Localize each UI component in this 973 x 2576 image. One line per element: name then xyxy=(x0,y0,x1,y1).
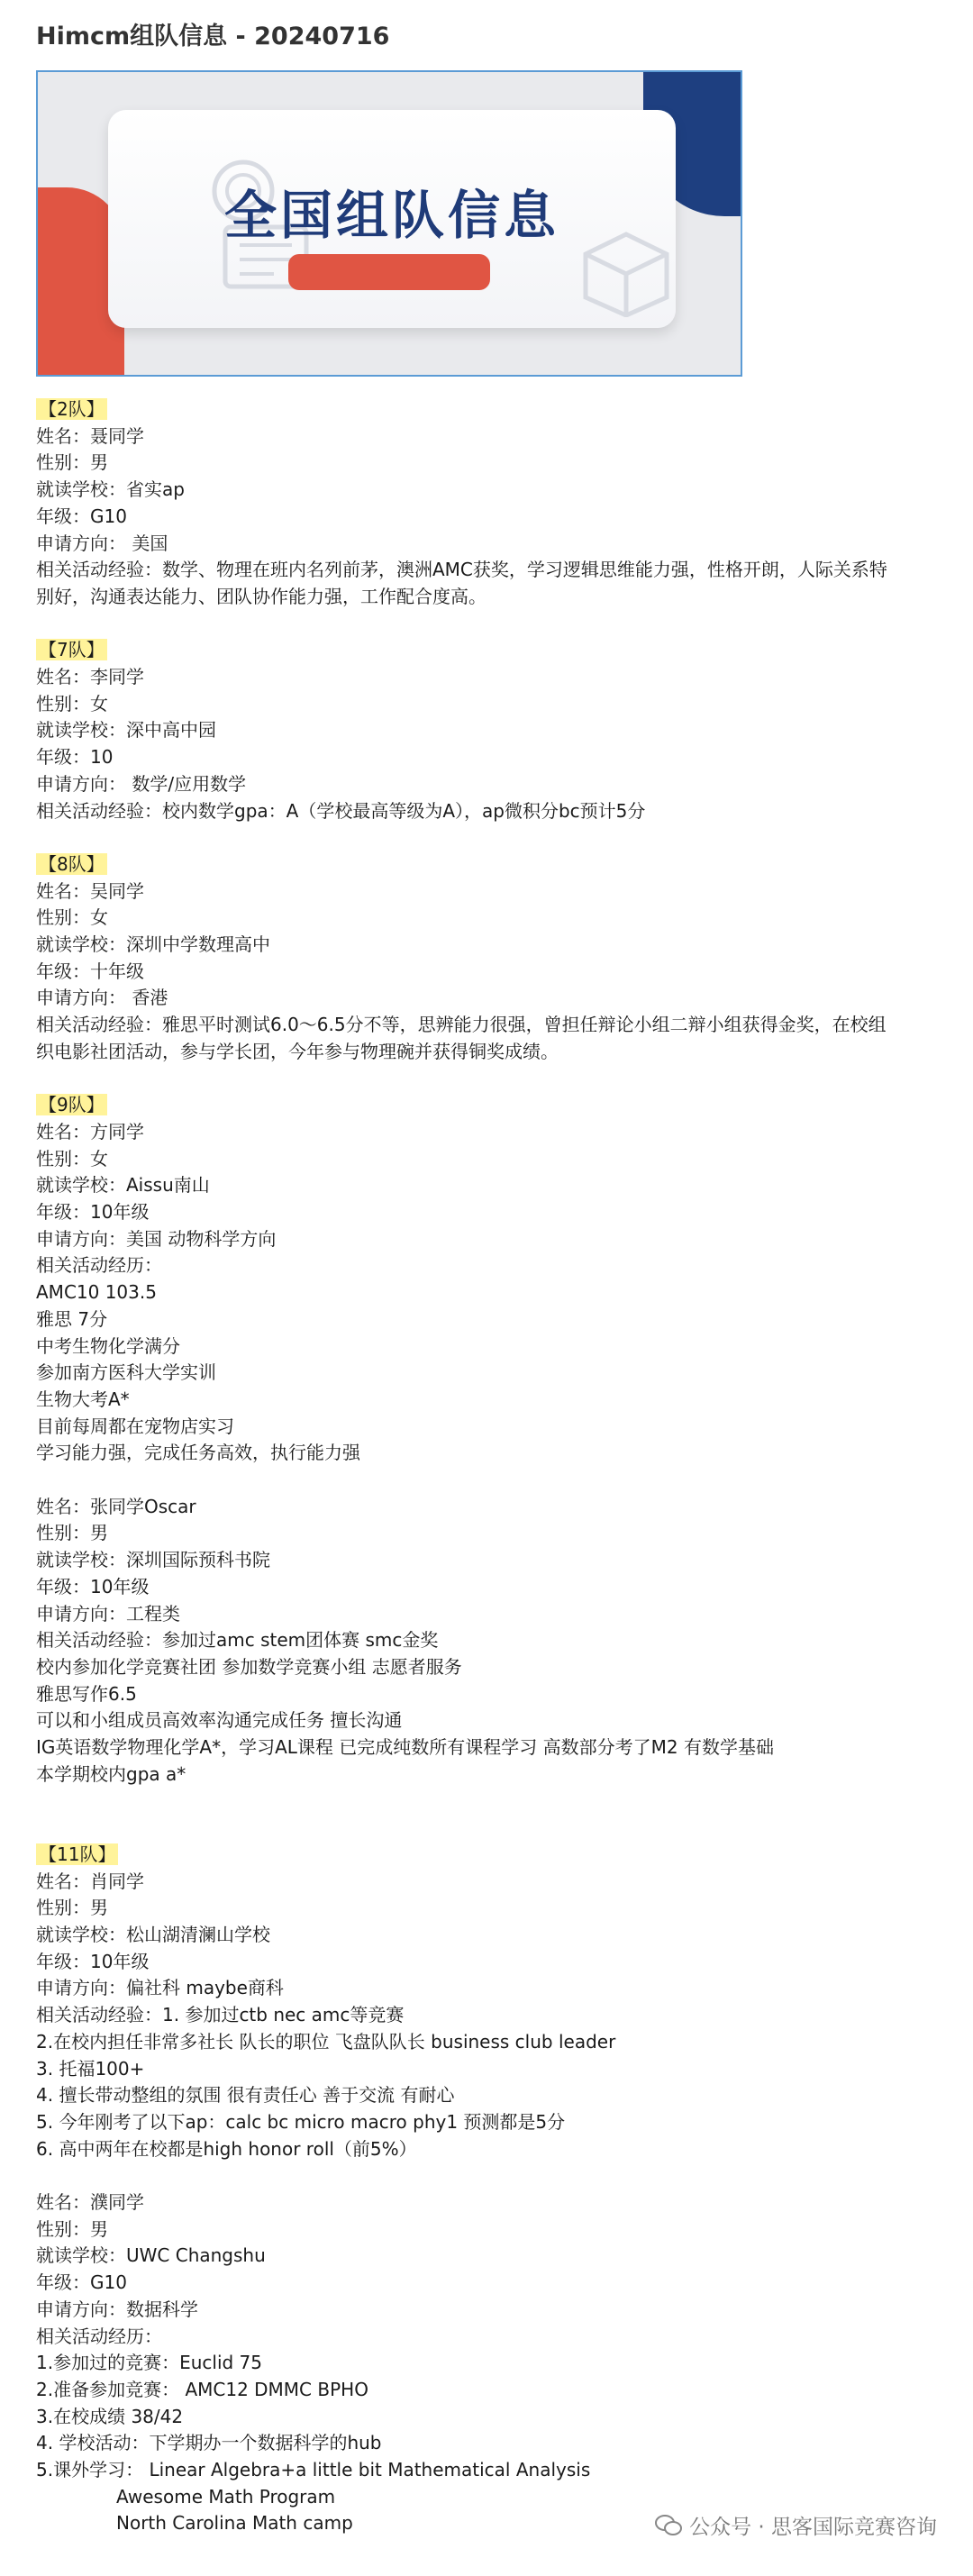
section-gap xyxy=(36,611,946,638)
info-line: 性别：男 xyxy=(36,2217,108,2240)
info-line: 相关活动经验：参加过amc stem团体赛 smc金奖 xyxy=(36,1629,439,1652)
info-line: 4. 学校活动：下学期办一个数据科学的hub xyxy=(36,2432,382,2454)
info-line: 申请方向： 数学/应用数学 xyxy=(36,772,247,795)
info-line: 性别：女 xyxy=(36,906,108,929)
info-line: 相关活动经验：校内数学gpa：A（学校最高等级为A），ap微积分bc预计5分 xyxy=(36,799,646,822)
team-heading xyxy=(36,851,946,878)
info-line: 校内参加化学竞赛社团 参加数学竞赛小组 志愿者服务 xyxy=(36,1655,462,1678)
banner-card xyxy=(108,110,676,328)
info-line xyxy=(36,2162,946,2189)
info-line: 姓名：濮同学 xyxy=(36,2191,144,2213)
info-line: 就读学校：UWC Changshu xyxy=(36,2244,266,2267)
section-gap xyxy=(36,1815,946,1842)
info-line: 就读学校：深圳国际预科书院 xyxy=(36,1549,270,1571)
banner-heading: 全国组队信息 xyxy=(223,185,559,246)
info-line: 姓名：吴同学 xyxy=(36,879,144,902)
info-line: 可以和小组成员高效率沟通完成任务 擅长沟通 xyxy=(36,1709,403,1732)
section-gap xyxy=(36,1066,946,1093)
info-line: 3.在校成绩 38/42 xyxy=(36,2405,184,2427)
team-heading xyxy=(36,1842,946,1869)
info-line: 1.参加过的竞赛：Euclid 75 xyxy=(36,2352,263,2374)
wechat-icon xyxy=(655,2514,682,2537)
info-line: 年级：G10 xyxy=(36,2271,127,2294)
info-line: 申请方向：偏社科 maybe商科 xyxy=(36,1977,284,1999)
info-line: 织电影社团活动，参与学长团，今年参与物理碗并获得铜奖成绩。 xyxy=(36,1040,559,1062)
info-line: 性别：女 xyxy=(36,692,108,715)
info-line: 本学期校内gpa a* xyxy=(36,1762,186,1785)
info-line: 相关活动经验：1. 参加过ctb nec amc等竞赛 xyxy=(36,2004,405,2026)
section-gap xyxy=(36,824,946,851)
info-line: 相关活动经验：数学、物理在班内名列前茅，澳洲AMC获奖，学习逻辑思维能力强，性格开朗，人际关系特 xyxy=(36,559,887,581)
team-label: 【11队】 xyxy=(36,1843,118,1865)
info-line: 参加南方医科大学实训 xyxy=(36,1361,216,1384)
info-line: 相关活动经验：雅思平时测试6.0～6.5分不等，思辨能力很强，曾担任辩论小组二辩小组获得金奖，在校组 xyxy=(36,1014,887,1036)
info-line: 姓名：聂同学 xyxy=(36,424,144,447)
info-line: 性别：男 xyxy=(36,1522,108,1544)
info-line: 学习能力强，完成任务高效，执行能力强 xyxy=(36,1442,360,1464)
info-line: 年级：10年级 xyxy=(36,1950,150,1972)
team-info-content xyxy=(36,396,946,2537)
info-line: 目前每周都在宠物店实习 xyxy=(36,1415,234,1437)
info-line: 姓名：张同学Oscar xyxy=(36,1495,196,1517)
info-line: 4. 擅长带动整组的氛围 很有责任心 善于交流 有耐心 xyxy=(36,2084,455,2107)
team-heading xyxy=(36,396,946,423)
info-line: 相关活动经历： xyxy=(36,2325,162,2347)
team-label: 【8队】 xyxy=(36,853,107,875)
info-line: 年级：十年级 xyxy=(36,960,144,982)
info-line: 雅思写作6.5 xyxy=(36,1682,137,1705)
info-line: 年级：10年级 xyxy=(36,1575,150,1597)
info-line: 姓名：方同学 xyxy=(36,1120,144,1142)
info-line: 性别：男 xyxy=(36,451,108,474)
info-line: IG英语数学物理化学A*，学习AL课程 已完成纯数所有课程学习 高数部分考了M2 有数学基础 xyxy=(36,1736,774,1759)
info-line xyxy=(36,1789,946,1816)
info-line: 就读学校：深中高中园 xyxy=(36,719,216,742)
info-line: 3. 托福100+ xyxy=(36,2057,145,2080)
page-title: Himcm组队信息 - 20240716 xyxy=(36,23,390,50)
info-line: 5. 今年刚考了以下ap：calc bc micro macro phy1 预测都是5分 xyxy=(36,2110,566,2133)
info-line: 年级：10 xyxy=(36,746,114,769)
team-label: 【2队】 xyxy=(36,398,107,420)
info-line: 就读学校：深圳中学数理高中 xyxy=(36,933,270,956)
info-line: 性别：男 xyxy=(36,1897,108,1919)
info-line: 年级：10年级 xyxy=(36,1201,150,1224)
team-heading xyxy=(36,1092,946,1119)
info-line: 6. 高中两年在校都是high honor roll（前5%） xyxy=(36,2137,417,2160)
info-line: 申请方向：美国 动物科学方向 xyxy=(36,1227,277,1250)
banner-red-bar xyxy=(288,254,490,290)
info-line: 就读学校：松山湖清澜山学校 xyxy=(36,1923,270,1945)
info-line: 就读学校：Aissu南山 xyxy=(36,1174,210,1197)
info-line: 雅思 7分 xyxy=(36,1307,108,1330)
team-label: 【7队】 xyxy=(36,639,107,660)
info-line: Awesome Math Program xyxy=(36,2485,336,2508)
info-line: 别好，沟通表达能力、团队协作能力强，工作配合度高。 xyxy=(36,585,486,607)
info-line: 申请方向：工程类 xyxy=(36,1602,180,1625)
info-line: 申请方向： 美国 xyxy=(36,532,168,554)
info-line: 申请方向： 香港 xyxy=(36,987,168,1009)
team-label: 【9队】 xyxy=(36,1094,107,1115)
watermark xyxy=(655,2510,937,2540)
info-line: 就读学校：省实ap xyxy=(36,478,185,501)
info-line: North Carolina Math camp xyxy=(36,2512,353,2535)
info-line: 申请方向：数据科学 xyxy=(36,2298,198,2320)
watermark-text: 公众号 · 思客国际竞赛咨询 xyxy=(689,2516,937,2539)
info-line: AMC10 103.5 xyxy=(36,1281,157,1304)
info-line: 姓名：肖同学 xyxy=(36,1870,144,1892)
info-line: 生物大考A* xyxy=(36,1388,130,1410)
team-heading xyxy=(36,637,946,664)
info-line xyxy=(36,1467,946,1494)
info-line: 姓名：李同学 xyxy=(36,666,144,688)
info-line: 2.准备参加竞赛： AMC12 DMMC BPHO xyxy=(36,2378,368,2400)
info-line: 5.课外学习： Linear Algebra+a little bit Mathematical Analysis xyxy=(36,2459,591,2481)
info-line: 相关活动经历： xyxy=(36,1254,162,1277)
info-line: 性别：女 xyxy=(36,1147,108,1170)
info-line: 2.在校内担任非常多社长 队长的职位 飞盘队队长 business club leader xyxy=(36,2030,616,2053)
info-line: 中考生物化学满分 xyxy=(36,1334,180,1357)
banner-image xyxy=(36,70,742,377)
info-line: 年级：G10 xyxy=(36,505,127,527)
